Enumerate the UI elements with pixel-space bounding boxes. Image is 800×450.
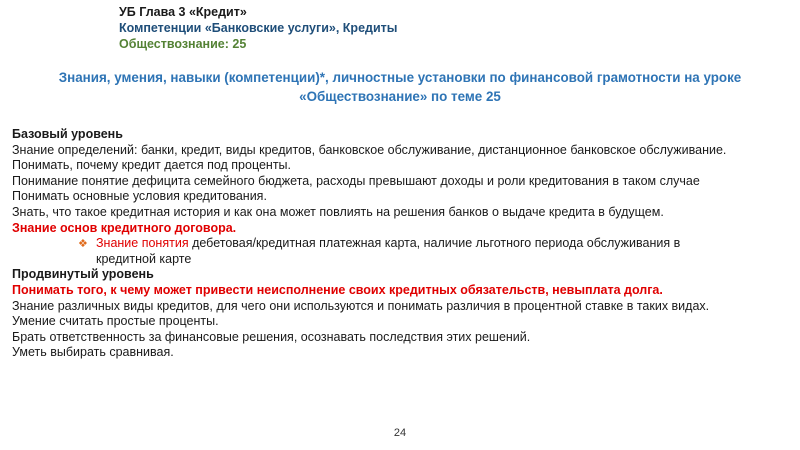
bullet-text — [96, 236, 772, 267]
basic-item-conditions: Понимать основные условия кредитования. — [12, 189, 267, 204]
bullet-item-cards — [12, 236, 772, 267]
bullet-rest: дебетовая/кредитная платежная карта, наличие льготного периода обслуживания в кредитной карте — [96, 236, 681, 266]
advanced-item-simple-interest: Умение считать простые проценты. — [12, 314, 219, 329]
advanced-level-heading: Продвинутый уровень — [12, 267, 154, 282]
advanced-item-compare: Уметь выбирать сравнивая. — [12, 345, 174, 360]
advanced-item-credit-types: Знание различных виды кредитов, для чего они используются и понимать различия в процентной ставке в таких видах. — [12, 298, 710, 313]
chapter-title: УБ Глава 3 «Кредит» — [119, 5, 247, 19]
slide-title-line2: «Обществознание» по теме 25 — [299, 89, 501, 104]
basic-item-contract: Знание основ кредитного договора. — [12, 220, 237, 235]
slide-title — [0, 68, 800, 106]
slide-header — [119, 4, 397, 52]
advanced-item-default: Понимать того, к чему может привести неисполнение своих кредитных обязательств, невыплата долга. — [12, 282, 663, 297]
bullet-lead-red: Знание понятия — [96, 236, 189, 251]
basic-item-definitions: Знание определений: банки, кредит, виды кредитов, банковское обслуживание, дистанционное банковское обслуживание. — [12, 142, 727, 157]
slide-title-line1: Знания, умения, навыки (компетенции)*, личностные установки по финансовой грамотности на уроке — [58, 70, 742, 85]
basic-item-credit-history: Знать, что такое кредитная история и как она может повлиять на решения банков о выдаче кредита в будущем. — [12, 204, 664, 219]
slide-content — [12, 127, 772, 361]
diamond-bullet-icon: ❖ — [78, 238, 88, 251]
advanced-item-responsibility: Брать ответственность за финансовые решения, осознавать последствия этих решений. — [12, 329, 531, 344]
basic-level-heading: Базовый уровень — [12, 127, 123, 141]
subject-label: Обществознание: 25 — [119, 37, 247, 51]
basic-item-deficit: Понимание понятие дефицита семейного бюджета, расходы превышают доходы и роли кредитования в таком случае — [12, 173, 700, 188]
competence-subtitle: Компетенции «Банковские услуги», Кредиты — [119, 21, 398, 35]
page-number: 24 — [393, 427, 407, 439]
basic-item-interest: Понимать, почему кредит дается под проценты. — [12, 158, 292, 173]
